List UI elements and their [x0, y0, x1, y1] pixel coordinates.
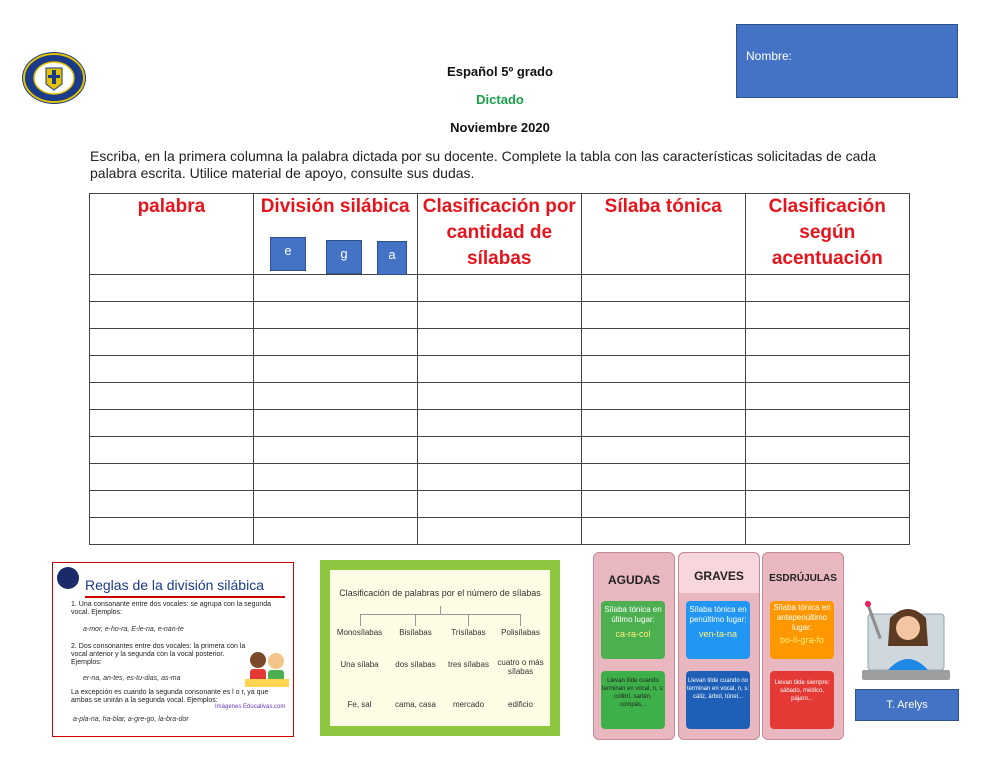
- table-cell[interactable]: [745, 410, 909, 437]
- accent-card-graves: [678, 552, 760, 740]
- accent-card-title: AGUDAS: [607, 573, 660, 587]
- table-cell[interactable]: [417, 383, 581, 410]
- table-cell[interactable]: [417, 518, 581, 545]
- table-cell[interactable]: [417, 302, 581, 329]
- table-cell[interactable]: [417, 464, 581, 491]
- table-row: [90, 383, 910, 410]
- table-cell[interactable]: [581, 437, 745, 464]
- accent-card-tilde: Llevan tilde cuando no terminan en vocal, n, s: cáliz, árbol, túnel...: [686, 678, 750, 700]
- topic-title: Dictado: [476, 92, 524, 107]
- rules-underline: [85, 596, 285, 598]
- accent-card-rule-box: [686, 601, 750, 659]
- table-cell[interactable]: [581, 302, 745, 329]
- rule-2-examples: er-na, an-tes, es-tu-dias, as-ma: [83, 675, 181, 682]
- class-col-example: edificio: [508, 700, 533, 709]
- table-cell[interactable]: [581, 356, 745, 383]
- class-col-desc: tres sílabas: [448, 660, 489, 669]
- table-row: [90, 410, 910, 437]
- table-cell[interactable]: [745, 518, 909, 545]
- globe-icon: [57, 567, 79, 589]
- accent-card-rule: Sílaba tónica en penúltimo lugar:: [689, 605, 747, 624]
- table-cell[interactable]: [90, 464, 254, 491]
- class-col-name: Trisílabas: [451, 628, 486, 637]
- table-row: [90, 491, 910, 518]
- table-cell[interactable]: [581, 275, 745, 302]
- table-cell[interactable]: [745, 437, 909, 464]
- class-col-name: Polisílabas: [501, 628, 540, 637]
- chip-g[interactable]: g: [326, 240, 362, 274]
- header-clasificacion-acentuacion: Clasificación según acentuación: [745, 194, 909, 275]
- syllable-rules-image: [52, 562, 294, 737]
- table-cell[interactable]: [581, 491, 745, 518]
- table-cell[interactable]: [90, 383, 254, 410]
- accent-card-rule-box: [601, 601, 665, 659]
- table-cell[interactable]: [745, 383, 909, 410]
- class-col-desc: cuatro o más sílabas: [497, 658, 544, 676]
- header-division: División silábica: [253, 194, 417, 275]
- table-cell[interactable]: [581, 383, 745, 410]
- table-cell[interactable]: [90, 518, 254, 545]
- table-cell[interactable]: [253, 356, 417, 383]
- accent-card-tilde-box: [601, 671, 665, 729]
- syllable-count-panel: [330, 570, 550, 726]
- accent-card-example: ca-ra-col: [615, 629, 651, 639]
- table-row: [90, 464, 910, 491]
- name-label: Nombre:: [746, 49, 793, 63]
- accent-card-example: ven-ta-na: [698, 629, 738, 639]
- table-cell[interactable]: [90, 437, 254, 464]
- accent-card-title: ESDRÚJULAS: [769, 573, 837, 584]
- class-col-example: cama, casa: [395, 700, 436, 709]
- dictation-table: [89, 193, 910, 545]
- chip-a[interactable]: a: [377, 241, 407, 275]
- connector-line: [520, 614, 521, 626]
- table-cell[interactable]: [253, 437, 417, 464]
- accent-card-tilde: Llevan tilde siempre: sábado, médico, pájaro...: [774, 680, 830, 702]
- table-cell[interactable]: [253, 410, 417, 437]
- table-row: [90, 275, 910, 302]
- children-illustration: [245, 649, 289, 689]
- class-col-name: Bisílabas: [399, 628, 432, 637]
- table-cell[interactable]: [417, 275, 581, 302]
- table-cell[interactable]: [581, 464, 745, 491]
- table-cell[interactable]: [90, 356, 254, 383]
- teacher-label: T. Arelys: [855, 689, 959, 721]
- table-cell[interactable]: [417, 437, 581, 464]
- table-cell[interactable]: [745, 464, 909, 491]
- accent-card-example: bo-lí-gra-fo: [779, 635, 824, 645]
- rule-2: 2. Dos consonantes entre dos vocales: la primera con la vocal anterior y la segunda con la vocal posterior. Ejemplos:: [71, 643, 246, 666]
- table-cell[interactable]: [90, 329, 254, 356]
- table-cell[interactable]: [253, 464, 417, 491]
- table-cell[interactable]: [745, 356, 909, 383]
- rule-1: 1. Una consonante entre dos vocales: se agrupa con la segunda vocal. Ejemplos:: [71, 601, 272, 616]
- accent-card-tilde: Llevan tilde cuando terminan en vocal, n, s: colibrí, sartén, compás...: [601, 678, 665, 708]
- rule-1-examples: a-mor, e-ho-ra, E-le-na, e-nan-te: [83, 626, 184, 633]
- exception-examples: a-pla-na, ha-blar, a-gre-go, la-bra-dor: [73, 716, 189, 723]
- accent-card-rule: Sílaba tónica en antepenúltimo lugar:: [773, 603, 831, 632]
- table-cell[interactable]: [581, 518, 745, 545]
- table-row: [90, 518, 910, 545]
- table-cell[interactable]: [745, 275, 909, 302]
- header-palabra: palabra: [90, 194, 254, 275]
- rule-exception: La excepción es cuando la segunda consonante es l o r, ya que ambas se unirán a la segunda vocal. Ejemplos:: [71, 689, 269, 704]
- table-cell[interactable]: [745, 329, 909, 356]
- connector-line: [440, 606, 441, 614]
- table-row: [90, 329, 910, 356]
- syllable-count-image: [320, 560, 560, 736]
- class-col-name: Monosílabas: [336, 628, 383, 637]
- class-col-desc: Una sílaba: [340, 660, 379, 669]
- accent-card-rule: Sílaba tónica en último lugar:: [604, 605, 662, 624]
- class-col-example: mercado: [452, 700, 485, 709]
- table-cell[interactable]: [417, 329, 581, 356]
- connector-line: [468, 614, 469, 626]
- table-cell[interactable]: [253, 302, 417, 329]
- table-cell[interactable]: [581, 410, 745, 437]
- class-col-example: Fe, sal: [347, 700, 372, 709]
- class-title: Clasificación de palabras por el número de sílabas: [339, 588, 541, 598]
- table-row: [90, 437, 910, 464]
- table-cell[interactable]: [581, 329, 745, 356]
- accent-card-agudas: [593, 552, 675, 740]
- accent-card-rule-box: [770, 601, 834, 659]
- watermark: Imágenes Educativas.com: [215, 704, 286, 710]
- chip-e[interactable]: e: [270, 237, 306, 271]
- rules-title: Reglas de la división silábica: [85, 577, 264, 593]
- table-cell[interactable]: [417, 410, 581, 437]
- header-silaba-tonica: Sílaba tónica: [581, 194, 745, 275]
- school-logo: [20, 50, 88, 106]
- table-cell[interactable]: [253, 329, 417, 356]
- accent-card-esdrujulas: [762, 552, 844, 740]
- table-body: [90, 275, 910, 545]
- table-cell[interactable]: [253, 383, 417, 410]
- teacher-avatar: [852, 596, 960, 688]
- table-cell[interactable]: [253, 518, 417, 545]
- header-clasificacion-cantidad: Clasificación por cantidad de sílabas: [417, 194, 581, 275]
- accent-card-tilde-box: [770, 671, 834, 729]
- table-cell[interactable]: [745, 491, 909, 518]
- name-input-box[interactable]: [736, 24, 958, 98]
- connector-line: [360, 614, 361, 626]
- table-cell[interactable]: [253, 275, 417, 302]
- class-col-desc: dos sílabas: [395, 660, 436, 669]
- instructions-text: Escriba, en la primera columna la palabra dictada por su docente. Complete la tabla con las características solicitadas de cada palabra escrita. Utilice material de apoyo, consulte sus dudas.: [90, 148, 876, 181]
- table-cell[interactable]: [90, 491, 254, 518]
- table-cell[interactable]: [90, 302, 254, 329]
- table-cell[interactable]: [90, 410, 254, 437]
- table-cell[interactable]: [90, 275, 254, 302]
- connector-line: [415, 614, 416, 626]
- table-cell[interactable]: [745, 302, 909, 329]
- table-row: [90, 356, 910, 383]
- table-cell[interactable]: [417, 491, 581, 518]
- accent-card-tilde-box: [686, 671, 750, 729]
- subject-title: Español 5º grado: [447, 64, 553, 79]
- table-cell[interactable]: [253, 491, 417, 518]
- table-cell[interactable]: [417, 356, 581, 383]
- accent-card-title: GRAVES: [694, 569, 744, 583]
- connector-line: [360, 614, 520, 615]
- table-header-row: [90, 194, 910, 275]
- date-title: Noviembre 2020: [450, 120, 550, 135]
- table-row: [90, 302, 910, 329]
